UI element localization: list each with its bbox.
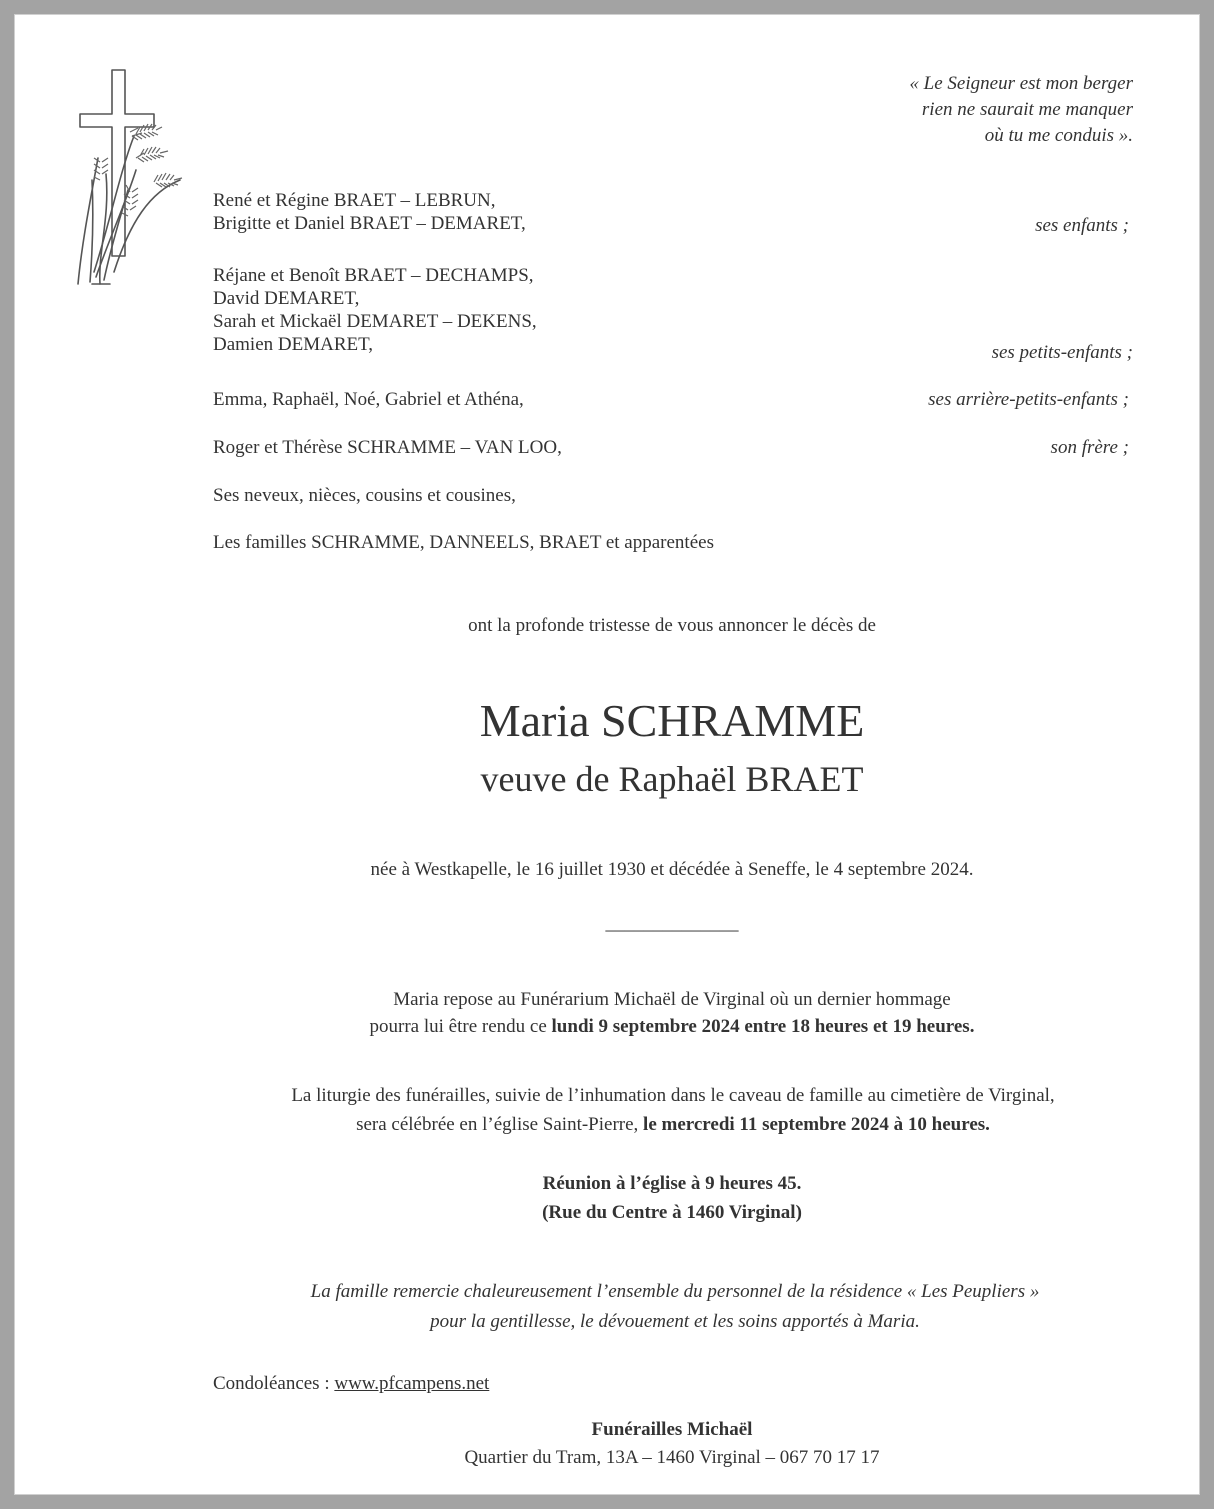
funeral-home-address: Quartier du Tram, 13A – 1460 Virginal – 067 70 17 17 — [464, 1447, 880, 1468]
children-names — [213, 189, 526, 235]
quote-line: où tu me conduis ». — [984, 125, 1133, 146]
funeral-text: sera célébrée en l’église Saint-Pierre, — [356, 1114, 644, 1135]
funeral-block — [0, 1081, 1214, 1139]
family-name-line: David DEMARET, — [213, 288, 360, 309]
family-name-line: Sarah et Mickaël DEMARET – DEKENS, — [213, 311, 537, 332]
family-name-line: René et Régine BRAET – LEBRUN, — [213, 190, 496, 211]
deceased-name: Maria SCHRAMME — [479, 695, 865, 746]
funeral-line: La liturgie des funérailles, suivie de l’inhumation dans le caveau de famille au cimetière de Virginal, — [291, 1085, 1055, 1106]
great-grandchildren-names: Emma, Raphaël, Noé, Gabriel et Athéna, — [213, 389, 524, 410]
funeral-line — [0, 1110, 1214, 1139]
cross-with-wheat-icon — [70, 62, 200, 292]
children-relation: ses enfants ; — [1035, 215, 1129, 236]
brother-relation: son frère ; — [1050, 437, 1129, 458]
thanks-block — [0, 1277, 1214, 1337]
thanks-line: pour la gentillesse, le dévouement et les soins apportés à Maria. — [430, 1311, 920, 1332]
condolences-line — [213, 1372, 489, 1395]
condolences-label: Condoléances : — [213, 1373, 335, 1394]
birth-death-line: née à Westkapelle, le 16 juillet 1930 et décédée à Seneffe, le 4 septembre 2024. — [370, 859, 974, 880]
grandchildren-relation: ses petits-enfants ; — [991, 342, 1133, 363]
visitation-line: Maria repose au Funérarium Michaël de Virginal où un dernier hommage — [393, 989, 951, 1010]
visitation-date: lundi 9 septembre 2024 entre 18 heures et 19 heures. — [551, 1016, 975, 1037]
condolences-link[interactable]: www.pfcampens.net — [334, 1373, 490, 1394]
visitation-text: pourra lui être rendu ce — [369, 1016, 552, 1037]
meeting-address: (Rue du Centre à 1460 Virginal) — [542, 1202, 802, 1223]
quote-line: « Le Seigneur est mon berger — [909, 73, 1133, 94]
thanks-line: La famille remercie chaleureusement l’ensemble du personnel de la résidence « Les Peupliers » — [310, 1281, 1040, 1302]
funeral-home-name: Funérailles Michaël — [591, 1419, 753, 1440]
nephews-line: Ses neveux, nièces, cousins et cousines, — [213, 485, 516, 506]
visitation-block — [0, 986, 1214, 1040]
family-name-line: Damien DEMARET, — [213, 334, 374, 355]
funeral-date: le mercredi 11 septembre 2024 à 10 heures. — [643, 1114, 990, 1135]
separator: ______________ — [605, 913, 739, 934]
psalm-quote — [909, 71, 1133, 149]
family-name-line: Réjane et Benoît BRAET – DECHAMPS, — [213, 265, 534, 286]
great-grandchildren-relation: ses arrière-petits-enfants ; — [928, 389, 1129, 410]
families-line: Les familles SCHRAMME, DANNEELS, BRAET et apparentées — [213, 532, 714, 553]
grandchildren-names — [213, 264, 537, 356]
family-name-line: Brigitte et Daniel BRAET – DEMARET, — [213, 213, 526, 234]
meeting-block — [0, 1169, 1214, 1227]
announcement: ont la profonde tristesse de vous annoncer le décès de — [468, 615, 876, 636]
meeting-time: Réunion à l’église à 9 heures 45. — [542, 1173, 802, 1194]
quote-line: rien ne saurait me manquer — [921, 99, 1133, 120]
brother-names: Roger et Thérèse SCHRAMME – VAN LOO, — [213, 437, 562, 458]
visitation-line — [0, 1013, 1214, 1040]
widow-of: veuve de Raphaël BRAET — [480, 759, 864, 799]
